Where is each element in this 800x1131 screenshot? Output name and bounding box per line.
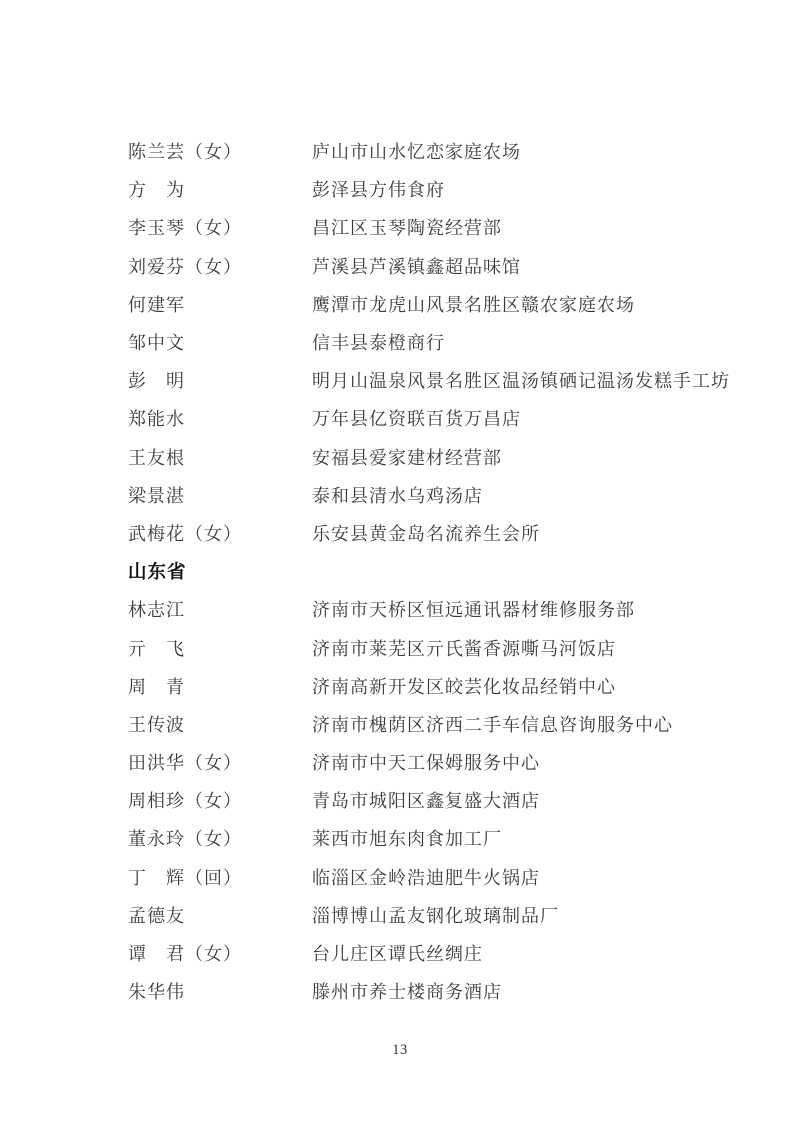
person-name: 彭 明 [128, 371, 185, 392]
table-row [128, 667, 748, 705]
table-row [128, 705, 748, 743]
business-name: 济南市莱芜区亓氏酱香源嘶马河饭店 [312, 638, 616, 659]
person-name: 郑能水 [128, 409, 185, 430]
business-name: 乐安县黄金岛名流养生会所 [312, 523, 540, 544]
business-name: 万年县亿资联百货万昌店 [312, 409, 521, 430]
business-name: 明月山温泉风景名胜区温汤镇硒记温汤发糕手工坊 [312, 371, 730, 392]
table-row [128, 438, 748, 476]
business-name: 台儿庄区谭氏丝绸庄 [312, 944, 483, 965]
business-name: 彭泽县方伟食府 [312, 180, 445, 201]
section-header-row [128, 552, 748, 590]
table-row [128, 590, 748, 628]
person-name: 武梅花（女） [128, 523, 242, 544]
business-name: 济南高新开发区皎芸化妆品经销中心 [312, 676, 616, 697]
person-name: 李玉琴（女） [128, 218, 242, 239]
business-name: 鹰潭市龙虎山风景名胜区赣农家庭农场 [312, 294, 635, 315]
table-row [128, 628, 748, 666]
person-name: 丁 辉（回） [128, 867, 242, 888]
person-name: 周 青 [128, 676, 185, 697]
business-name: 济南市天桥区恒远通讯器材维修服务部 [312, 600, 635, 621]
table-row [128, 285, 748, 323]
table-row [128, 896, 748, 934]
person-name: 孟德友 [128, 905, 185, 926]
person-name: 林志江 [128, 600, 185, 621]
business-name: 临淄区金岭浩迪肥牛火锅店 [312, 867, 540, 888]
person-name: 陈兰芸（女） [128, 142, 242, 163]
person-name: 董永玲（女） [128, 829, 242, 850]
person-name: 谭 君（女） [128, 944, 242, 965]
person-name: 周相珍（女） [128, 791, 242, 812]
table-row [128, 208, 748, 246]
person-name: 方 为 [128, 180, 185, 201]
table-row [128, 361, 748, 399]
table-row [128, 476, 748, 514]
business-name: 莱西市旭东肉食加工厂 [312, 829, 502, 850]
table-row [128, 858, 748, 896]
table-row [128, 170, 748, 208]
table-row [128, 934, 748, 972]
table-row [128, 399, 748, 437]
table-row [128, 247, 748, 285]
business-name: 安福县爱家建材经营部 [312, 447, 502, 468]
entry-list [128, 132, 748, 1010]
person-name: 田洪华（女） [128, 753, 242, 774]
table-row [128, 514, 748, 552]
business-name: 庐山市山水忆恋家庭农场 [312, 142, 521, 163]
person-name: 王传波 [128, 714, 185, 735]
person-name: 梁景湛 [128, 485, 185, 506]
business-name: 淄博博山孟友钢化玻璃制品厂 [312, 905, 559, 926]
table-row [128, 781, 748, 819]
table-row [128, 743, 748, 781]
business-name: 信丰县泰橙商行 [312, 333, 445, 354]
table-row [128, 132, 748, 170]
person-name: 何建军 [128, 294, 185, 315]
person-name: 朱华伟 [128, 982, 185, 1003]
table-row [128, 819, 748, 857]
business-name: 济南市槐荫区济西二手车信息咨询服务中心 [312, 714, 673, 735]
person-name: 刘爱芬（女） [128, 256, 242, 277]
business-name: 泰和县清水乌鸡汤店 [312, 485, 483, 506]
business-name: 滕州市养士楼商务酒店 [312, 982, 502, 1003]
table-row [128, 323, 748, 361]
table-row [128, 972, 748, 1010]
page-number: 13 [392, 1042, 408, 1058]
business-name: 昌江区玉琴陶瓷经营部 [312, 218, 502, 239]
business-name: 济南市中天工保姆服务中心 [312, 753, 540, 774]
province-section-header: 山东省 [128, 561, 187, 583]
person-name: 邹中文 [128, 333, 185, 354]
person-name: 亓 飞 [128, 638, 185, 659]
person-name: 王友根 [128, 447, 185, 468]
business-name: 青岛市城阳区鑫复盛大酒店 [312, 791, 540, 812]
business-name: 芦溪县芦溪镇鑫超品味馆 [312, 256, 521, 277]
